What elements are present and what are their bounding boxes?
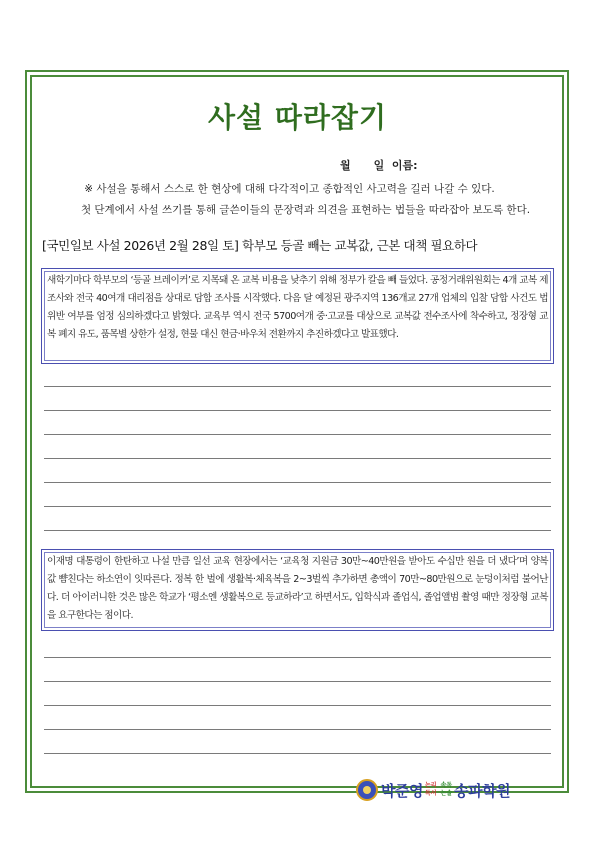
editorial-headline: [국민일보 사설 2026년 2월 28일 토] 학부모 등골 빼는 교복값, 근본 대책 필요하다 [42,238,478,253]
writing-line[interactable] [44,410,551,411]
logo-name: 박준영 [381,781,423,800]
date-name-line: 월 일 이름: [340,159,418,172]
tagline-mid1: 속독 [440,782,453,789]
academy-logo [356,776,510,804]
passage-box-2 [41,549,554,631]
logo-academy: 송파학원 [454,781,511,800]
passage-text-1: 새학기마다 학부모의 ‘등골 브레이커’로 지목돼 온 교복 비용을 낮추기 위해 정부가 칼을 빼 들었다. 공정거래위원회는 4개 교복 제조사와 전국 40여개 대리점을 상대로 담합 조사를 시작했다. 다음 달 예정된 광주지역 136개교 27개 업체의 입찰 담합 사건도 법 위반 여부를 엄정 심의하겠다고 밝혔다. 교육부 역시 전국 5700여개 중·고교를 대상으로 교복값 전수조사에 착수하고, 정장형 교복 폐지 유도, 품목별 상한가 설정, 현물 대신 현금·바우처 전환까지 추진하겠다고 발표했다. [47,275,548,340]
writing-line[interactable] [44,705,551,706]
writing-line[interactable] [44,753,551,754]
writing-line[interactable] [44,530,551,531]
tagline-top: 논리 [424,782,437,789]
writing-line[interactable] [44,506,551,507]
writing-line[interactable] [44,729,551,730]
writing-line[interactable] [44,458,551,459]
writing-line[interactable] [44,482,551,483]
tagline-bottom: 독서 [424,790,437,797]
tagline-mid2: 논술 [440,790,453,797]
instruction-note-2: 첫 단계에서 사설 쓰기를 통해 글쓴이들의 문장력과 의견을 표현하는 법들을 따라잡아 보도록 한다. [80,204,531,216]
writing-line[interactable] [44,386,551,387]
passage-box-1 [41,268,554,364]
passage-text-2: 이재명 대통령이 한탄하고 나설 만큼 일선 교육 현장에서는 ‘교육청 지원금 30만~40만원을 받아도 수십만 원을 더 냈다’며 양복값 뺨친다는 하소연이 잇따른다. 정복 한 벌에 생활복·체육복을 2~3벌씩 추가하면 총액이 70만~80만원으로 눈덩이처럼 불어난다. 더 아이러니한 것은 많은 학교가 ‘평소엔 생활복으로 등교하라’고 하면서도, 입학식과 졸업식, 졸업앨범 촬영 때만 정장형 교복을 요구한다는 점이다. [47,556,548,621]
emblem-icon [356,779,378,801]
instruction-note-1: ※ 사설을 통해서 스스로 한 현상에 대해 다각적이고 종합적인 사고력을 길러 나갈 수 있다. [84,183,495,195]
page-title: 사설 따라잡기 [207,101,388,134]
writing-line[interactable] [44,681,551,682]
writing-line[interactable] [44,434,551,435]
logo-tagline-right [441,782,453,798]
logo-tagline-left [425,782,437,798]
writing-line[interactable] [44,657,551,658]
